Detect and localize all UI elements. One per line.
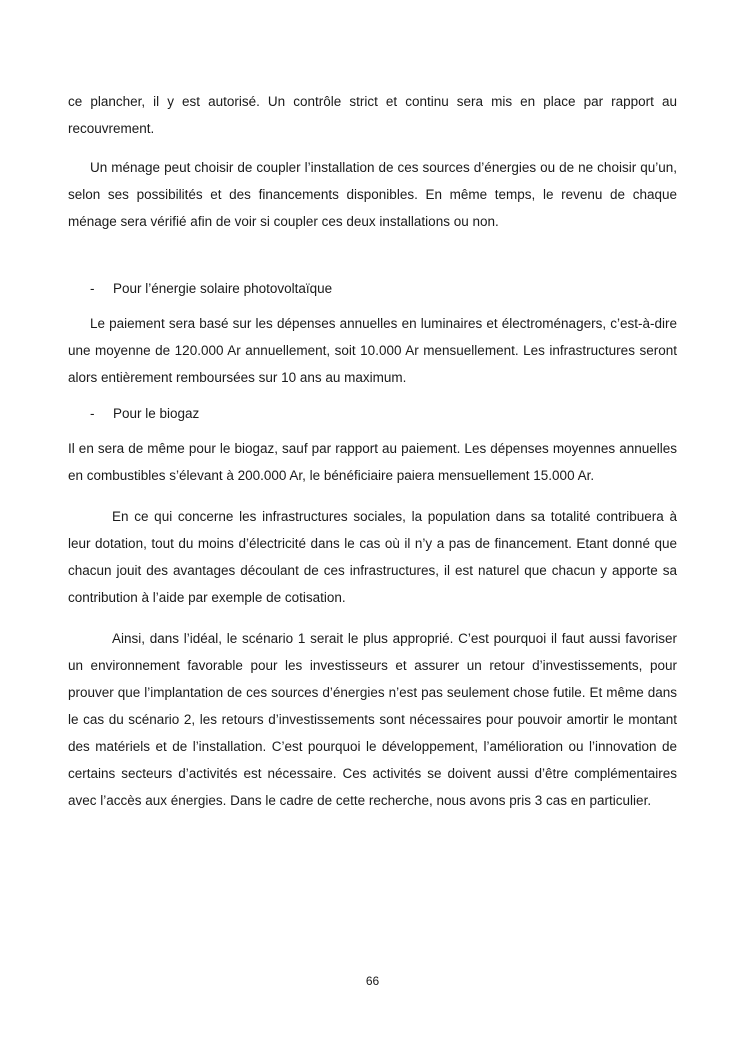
paragraph-recouvrement: ce plancher, il y est autorisé. Un contrôle strict et continu sera mis en place par rapport au recouvrement. xyxy=(68,94,677,136)
bullet-solaire xyxy=(68,275,677,302)
paragraph-menage-choix: Un ménage peut choisir de coupler l’installation de ces sources d’énergies ou de ne choisir qu’un, selon ses possibilités et des financements disponibles. En même temps, le revenu de chaque ménage sera vérifié afin de voir si coupler ces deux installations ou non. xyxy=(68,160,677,229)
bullet-dash: - xyxy=(90,406,95,421)
paragraph-scenario: Ainsi, dans l’idéal, le scénario 1 serait le plus approprié. C’est pourquoi il faut aussi favoriser un environnement favorable pour les investisseurs et assurer un retour d’investissements, pour prouver que l’implantation de ces sources d’énergies n’est pas seulement chose futile. Et même dans le cas du scénario 2, les retours d’investissements sont nécessaires pour pouvoir amortir le montant des matériels et de l’installation. C’est pourquoi le développement, l’amélioration ou l’innovation de certains secteurs d’activités est nécessaire. Ces activités se doivent aussi d’être complémentaires avec l’accès aux énergies. Dans le cadre de cette recherche, nous avons pris 3 cas en particulier. xyxy=(68,631,677,808)
bullet-dash: - xyxy=(90,281,95,296)
paragraph-paiement-biogaz: Il en sera de même pour le biogaz, sauf par rapport au paiement. Les dépenses moyennes annuelles en combustibles s’élevant à 200.000 Ar, le bénéficiaire paiera mensuellement 15.000 Ar. xyxy=(68,441,677,483)
paragraph-infrastructures-sociales: En ce qui concerne les infrastructures sociales, la population dans sa totalité contribuera à leur dotation, tout du moins d’électricité dans le cas où il n’y a pas de financement. Etant donné que chacun jouit des avantages découlant de ces infrastructures, il est naturel que chacun y apporte sa contribution à l’aide par exemple de cotisation. xyxy=(68,509,677,605)
bullet-label-biogaz: Pour le biogaz xyxy=(113,406,200,421)
bullet-label-solaire: Pour l’énergie solaire photovoltaïque xyxy=(113,281,333,296)
page-number: 66 xyxy=(365,974,380,988)
document-page xyxy=(68,0,677,814)
paragraph-paiement-solaire: Le paiement sera basé sur les dépenses annuelles en luminaires et électroménagers, c’est-à-dire une moyenne de 120.000 Ar annuellement, soit 10.000 Ar mensuellement. Les infrastructures seront alors entièrement remboursées sur 10 ans au maximum. xyxy=(68,316,677,385)
bullet-biogaz xyxy=(68,400,677,427)
